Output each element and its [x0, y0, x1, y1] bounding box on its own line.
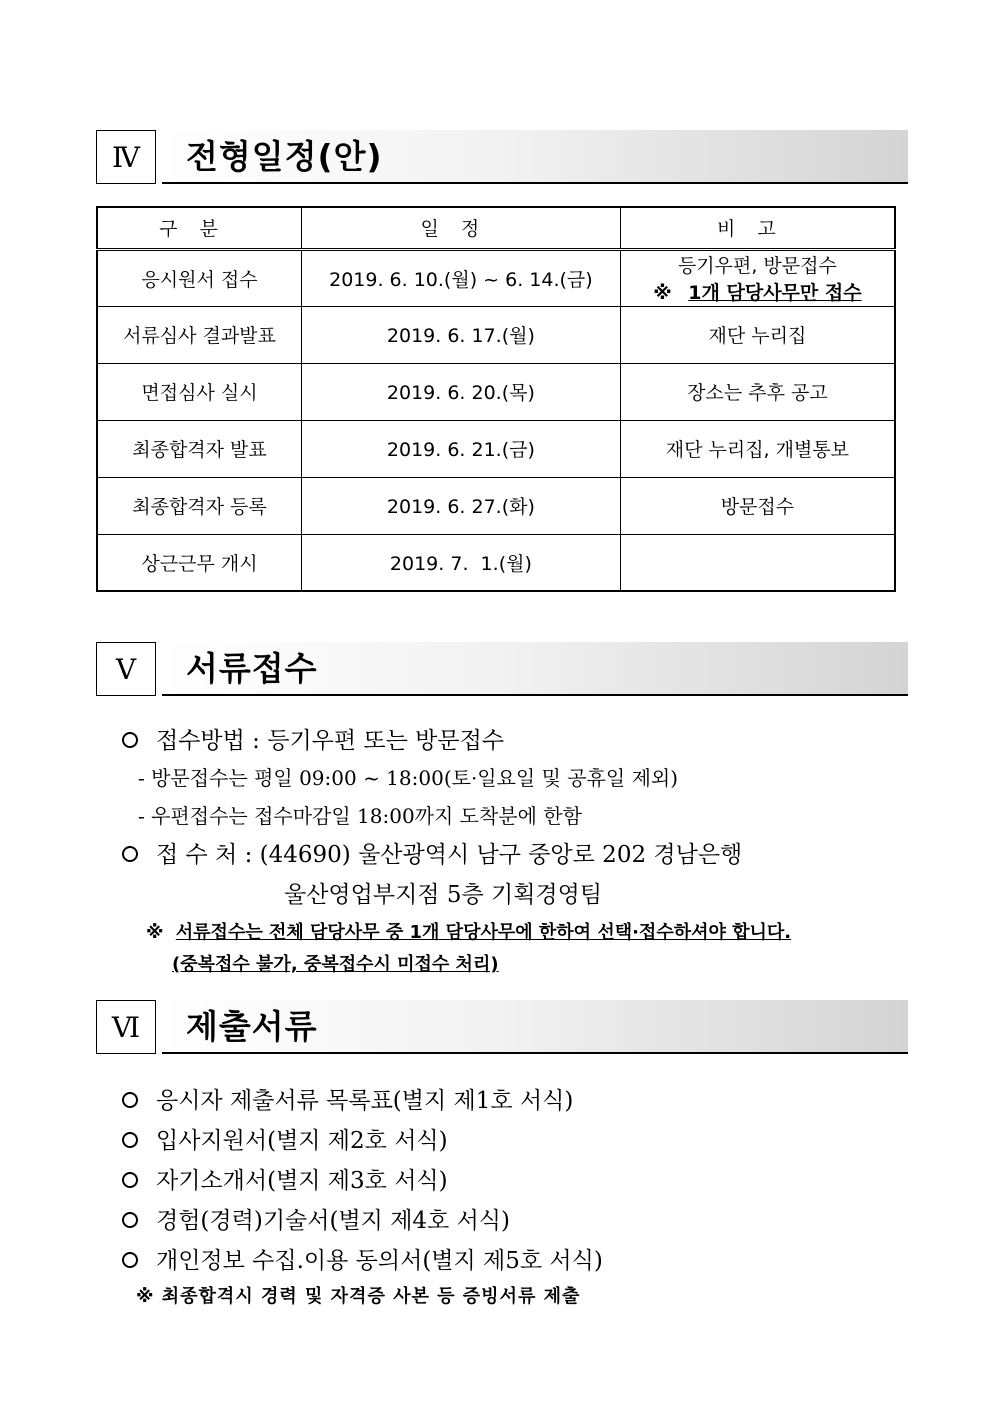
- cell-category: 최종합격자 등록: [97, 477, 302, 534]
- cell-date: 2019. 6. 21.(금): [302, 420, 621, 477]
- cell-date: 2019. 6. 17.(월): [302, 306, 621, 363]
- section-number: Ⅳ: [96, 130, 156, 184]
- cell-date: 2019. 7. 1.(월): [302, 534, 621, 591]
- submission-notice-text: (중복접수 불가, 중복접수시 미접수 처리): [172, 954, 499, 975]
- submission-place: [122, 836, 742, 869]
- circle-bullet-icon: [122, 846, 138, 862]
- document-item-text: 응시자 제출서류 목록표(별지 제1호 서식): [156, 1088, 574, 1114]
- reference-mark: ※: [146, 922, 164, 943]
- table-row: [97, 420, 895, 477]
- cell-note: [620, 249, 895, 306]
- cell-note: [620, 534, 895, 591]
- cell-date: 2019. 6. 27.(화): [302, 477, 621, 534]
- submission-notice: [146, 918, 791, 944]
- table-row: [97, 306, 895, 363]
- cell-note: 재단 누리집: [620, 306, 895, 363]
- submission-place-continued: 울산영업부지점 5층 기획경영팀: [284, 882, 603, 908]
- reference-mark: ※: [653, 282, 672, 304]
- cell-note: 장소는 추후 공고: [620, 363, 895, 420]
- submission-notice-continued: [172, 950, 499, 976]
- submission-method: [122, 722, 504, 755]
- section-title: 제출서류: [186, 1007, 318, 1046]
- section-title: 서류접수: [186, 649, 318, 688]
- list-item: [122, 1242, 603, 1275]
- cell-note: 재단 누리집, 개별통보: [620, 420, 895, 477]
- cell-category: 최종합격자 발표: [97, 420, 302, 477]
- submission-notice-text: 서류접수는 전체 담당사무 중 1개 담당사무에 한하여 선택·접수하셔야 합니다.: [175, 922, 792, 943]
- document-item-text: 개인정보 수집.이용 동의서(별지 제5호 서식): [156, 1248, 603, 1274]
- document-item-text: 경험(경력)기술서(별지 제4호 서식): [156, 1208, 510, 1234]
- section-number: Ⅴ: [96, 642, 156, 696]
- circle-bullet-icon: [122, 732, 138, 748]
- list-item: [122, 1082, 573, 1115]
- section-header-schedule: [96, 130, 908, 186]
- section-title: 전형일정(안): [186, 137, 383, 176]
- column-header-note: 비고: [620, 207, 895, 249]
- table-row: [97, 477, 895, 534]
- submission-method-text: 접수방법 : 등기우편 또는 방문접수: [156, 728, 505, 754]
- column-header-date: 일정: [302, 207, 621, 249]
- section-header-documents: [96, 1000, 908, 1056]
- note-line-emphasis: [621, 278, 894, 305]
- table-row: [97, 249, 895, 306]
- cell-category: 면접심사 실시: [97, 363, 302, 420]
- circle-bullet-icon: [122, 1172, 138, 1188]
- document-item-text: 자기소개서(별지 제3호 서식): [156, 1168, 448, 1194]
- circle-bullet-icon: [122, 1132, 138, 1148]
- submission-method-detail: - 방문접수는 평일 09:00 ~ 18:00(토·일요일 및 공휴일 제외): [138, 766, 679, 790]
- list-item: [122, 1162, 448, 1195]
- circle-bullet-icon: [122, 1212, 138, 1228]
- cell-note: 방문접수: [620, 477, 895, 534]
- cell-date: 2019. 6. 10.(월) ~ 6. 14.(금): [302, 249, 621, 306]
- cell-date: 2019. 6. 20.(목): [302, 363, 621, 420]
- table-header-row: [97, 207, 895, 249]
- cell-category: 응시원서 접수: [97, 249, 302, 306]
- circle-bullet-icon: [122, 1092, 138, 1108]
- column-header-category: 구분: [97, 207, 302, 249]
- table-row: [97, 363, 895, 420]
- circle-bullet-icon: [122, 1252, 138, 1268]
- table-row: [97, 534, 895, 591]
- cell-category: 상근근무 개시: [97, 534, 302, 591]
- cell-category: 서류심사 결과발표: [97, 306, 302, 363]
- submission-place-text: 접 수 처 : (44690) 울산광역시 남구 중앙로 202 경남은행: [156, 842, 743, 868]
- document-item-text: 입사지원서(별지 제2호 서식): [156, 1128, 448, 1154]
- note-emphasis-text: 1개 담당사무만 접수: [688, 282, 862, 304]
- list-item: [122, 1202, 510, 1235]
- section-number: Ⅵ: [96, 1000, 156, 1054]
- section-header-submission: [96, 642, 908, 698]
- documents-footnote: ※ 최종합격시 경력 및 자격증 사본 등 증빙서류 제출: [136, 1286, 581, 1307]
- schedule-table: [96, 206, 896, 592]
- submission-method-detail: - 우편접수는 접수마감일 18:00까지 도착분에 한함: [138, 804, 582, 828]
- list-item: [122, 1122, 448, 1155]
- note-line: 등기우편, 방문접수: [677, 255, 837, 277]
